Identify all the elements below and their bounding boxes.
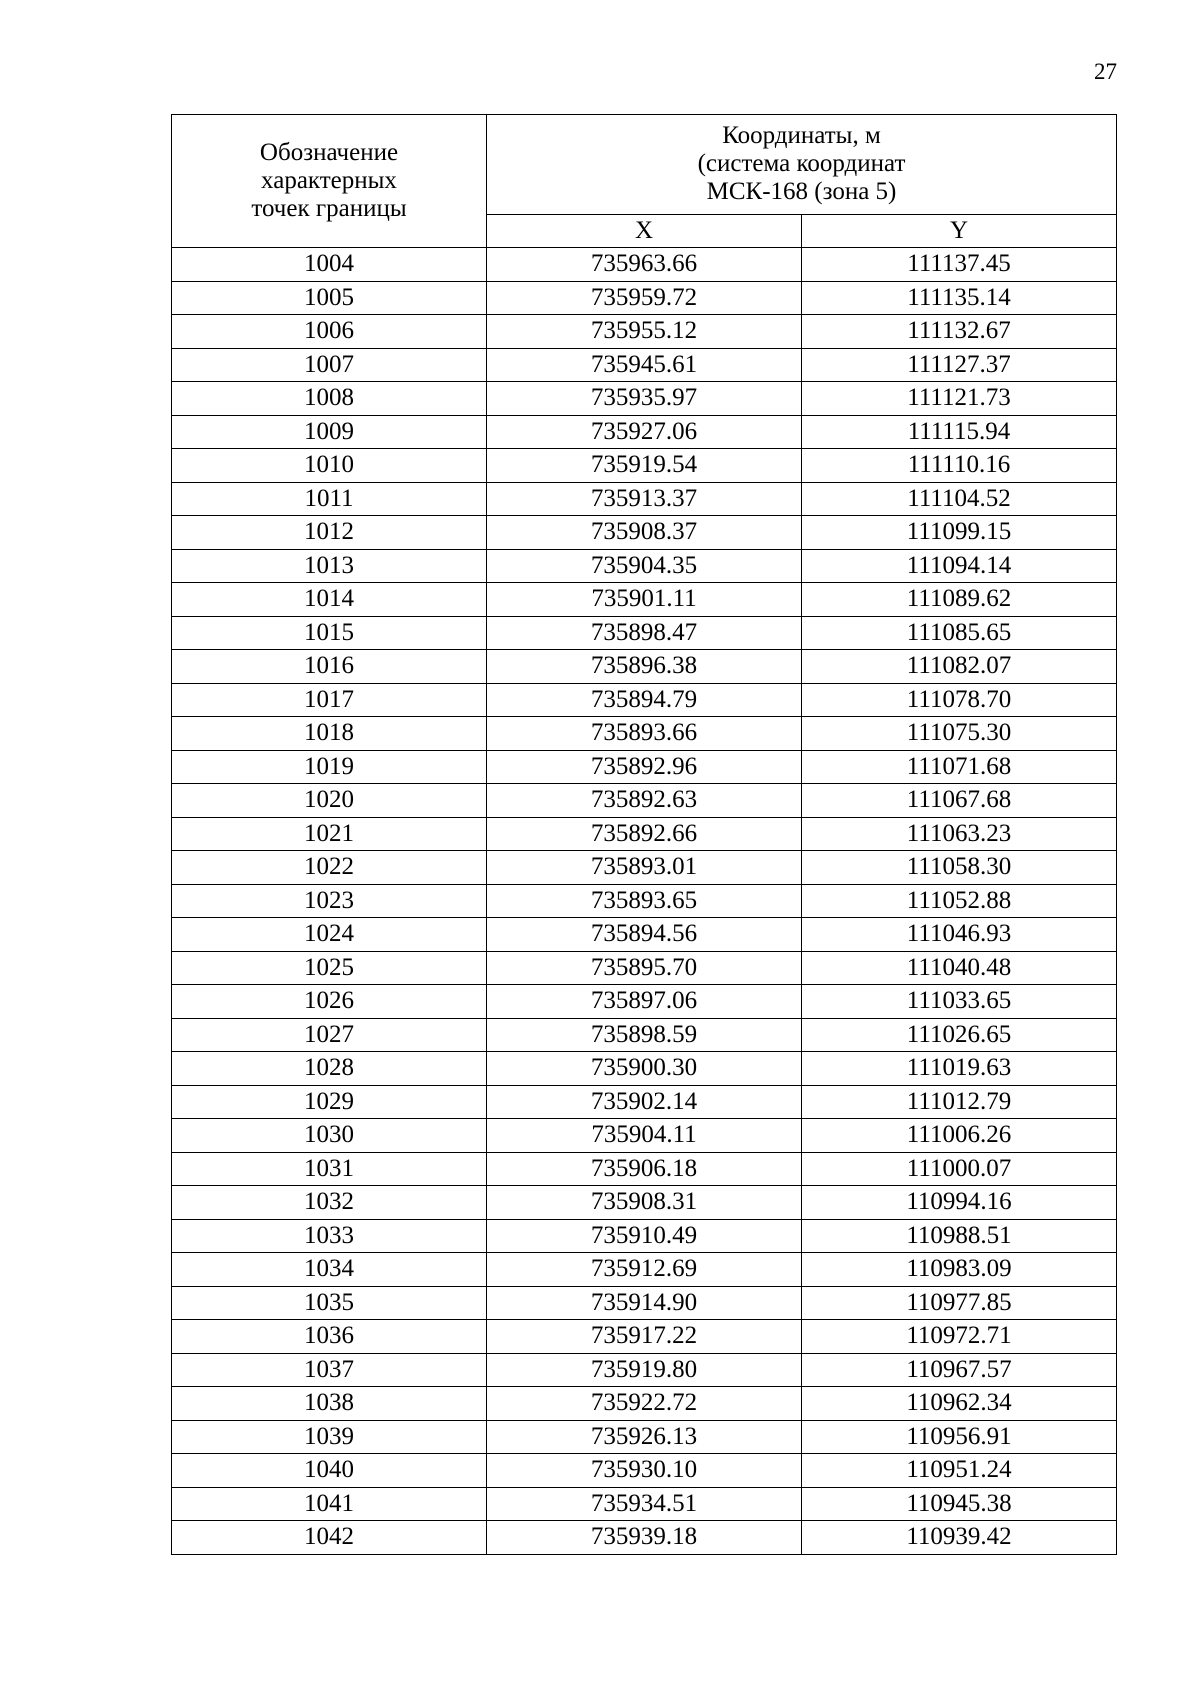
point-id-cell: 1034 [172, 1253, 487, 1287]
y-coordinate-cell: 110962.34 [802, 1387, 1117, 1421]
y-coordinate-cell: 110972.71 [802, 1320, 1117, 1354]
x-coordinate-cell: 735927.06 [487, 415, 802, 449]
table-row [172, 884, 1117, 918]
table-row [172, 1487, 1117, 1521]
x-coordinate-cell: 735894.79 [487, 683, 802, 717]
y-coordinate-cell: 111137.45 [802, 248, 1117, 282]
x-coordinate-cell: 735897.06 [487, 985, 802, 1019]
table-row [172, 348, 1117, 382]
x-coordinate-cell: 735939.18 [487, 1521, 802, 1555]
y-coordinate-cell: 111104.52 [802, 482, 1117, 516]
x-coordinate-cell: 735963.66 [487, 248, 802, 282]
point-id-cell: 1037 [172, 1353, 487, 1387]
point-id-cell: 1027 [172, 1018, 487, 1052]
point-id-cell: 1017 [172, 683, 487, 717]
table-row [172, 449, 1117, 483]
y-coordinate-cell: 111019.63 [802, 1052, 1117, 1086]
x-coordinate-cell: 735902.14 [487, 1085, 802, 1119]
x-coordinate-cell: 735901.11 [487, 583, 802, 617]
x-coordinate-cell: 735892.66 [487, 817, 802, 851]
table-row [172, 1454, 1117, 1488]
point-id-cell: 1035 [172, 1286, 487, 1320]
table-row [172, 583, 1117, 617]
point-id-cell: 1013 [172, 549, 487, 583]
table-row [172, 1521, 1117, 1555]
y-coordinate-cell: 111082.07 [802, 650, 1117, 684]
table-row [172, 1186, 1117, 1220]
point-id-cell: 1021 [172, 817, 487, 851]
table-row [172, 784, 1117, 818]
table-row [172, 549, 1117, 583]
table-row [172, 482, 1117, 516]
table-header [172, 115, 1117, 248]
y-coordinate-cell: 111052.88 [802, 884, 1117, 918]
table-row [172, 1253, 1117, 1287]
y-coordinate-cell: 111067.68 [802, 784, 1117, 818]
point-id-cell: 1023 [172, 884, 487, 918]
y-coordinate-cell: 111033.65 [802, 985, 1117, 1019]
header-line: Обозначение [259, 139, 399, 166]
table-body [172, 248, 1117, 1555]
x-coordinate-cell: 735955.12 [487, 315, 802, 349]
x-coordinate-cell: 735892.96 [487, 750, 802, 784]
point-id-cell: 1025 [172, 951, 487, 985]
y-coordinate-cell: 111071.68 [802, 750, 1117, 784]
y-coordinate-cell: 111099.15 [802, 516, 1117, 550]
point-id-cell: 1030 [172, 1119, 487, 1153]
x-coordinate-cell: 735930.10 [487, 1454, 802, 1488]
x-coordinate-cell: 735892.63 [487, 784, 802, 818]
y-coordinate-cell: 111012.79 [802, 1085, 1117, 1119]
y-coordinate-cell: 111026.65 [802, 1018, 1117, 1052]
table-row [172, 1052, 1117, 1086]
y-coordinate-cell: 111115.94 [802, 415, 1117, 449]
table-row [172, 1286, 1117, 1320]
y-coordinate-cell: 111089.62 [802, 583, 1117, 617]
y-coordinate-cell: 111110.16 [802, 449, 1117, 483]
x-coordinate-cell: 735893.65 [487, 884, 802, 918]
header-line: МСК-168 (зона 5) [706, 178, 897, 206]
point-id-cell: 1007 [172, 348, 487, 382]
point-id-cell: 1031 [172, 1152, 487, 1186]
x-coordinate-cell: 735904.35 [487, 549, 802, 583]
table-row [172, 717, 1117, 751]
y-coordinate-cell: 111121.73 [802, 382, 1117, 416]
table-row [172, 1152, 1117, 1186]
point-id-cell: 1029 [172, 1085, 487, 1119]
y-header: Y [802, 214, 1117, 247]
x-coordinate-cell: 735917.22 [487, 1320, 802, 1354]
table-row [172, 1420, 1117, 1454]
x-coordinate-cell: 735893.66 [487, 717, 802, 751]
x-coordinate-cell: 735898.47 [487, 616, 802, 650]
point-id-cell: 1011 [172, 482, 487, 516]
table-row [172, 382, 1117, 416]
table-row [172, 1018, 1117, 1052]
x-coordinate-cell: 735893.01 [487, 851, 802, 885]
table-row [172, 248, 1117, 282]
table-row [172, 650, 1117, 684]
y-coordinate-cell: 110983.09 [802, 1253, 1117, 1287]
y-coordinate-cell: 111040.48 [802, 951, 1117, 985]
y-coordinate-cell: 110977.85 [802, 1286, 1117, 1320]
point-id-cell: 1019 [172, 750, 487, 784]
x-coordinate-cell: 735894.56 [487, 918, 802, 952]
x-coordinate-cell: 735935.97 [487, 382, 802, 416]
y-coordinate-cell: 111127.37 [802, 348, 1117, 382]
coordinates-table [171, 114, 1117, 1555]
header-row [172, 115, 1117, 215]
y-coordinate-cell: 111046.93 [802, 918, 1117, 952]
point-id-cell: 1004 [172, 248, 487, 282]
x-coordinate-cell: 735898.59 [487, 1018, 802, 1052]
table-row [172, 1085, 1117, 1119]
y-coordinate-cell: 111094.14 [802, 549, 1117, 583]
point-id-cell: 1028 [172, 1052, 487, 1086]
point-id-cell: 1005 [172, 281, 487, 315]
point-id-cell: 1018 [172, 717, 487, 751]
table-row [172, 683, 1117, 717]
x-coordinate-cell: 735959.72 [487, 281, 802, 315]
point-id-cell: 1008 [172, 382, 487, 416]
table-row [172, 951, 1117, 985]
x-coordinate-cell: 735919.80 [487, 1353, 802, 1387]
table-row [172, 315, 1117, 349]
point-id-cell: 1006 [172, 315, 487, 349]
page-number: 27 [1094, 59, 1117, 84]
x-header: X [487, 214, 802, 247]
y-coordinate-cell: 110988.51 [802, 1219, 1117, 1253]
point-id-cell: 1016 [172, 650, 487, 684]
point-id-cell: 1036 [172, 1320, 487, 1354]
table-row [172, 1320, 1117, 1354]
table-row [172, 1387, 1117, 1421]
x-coordinate-cell: 735913.37 [487, 482, 802, 516]
point-label-header [172, 115, 487, 248]
point-id-cell: 1015 [172, 616, 487, 650]
header-line: (система координат [697, 150, 906, 178]
y-coordinate-cell: 111085.65 [802, 616, 1117, 650]
table-row [172, 851, 1117, 885]
x-coordinate-cell: 735904.11 [487, 1119, 802, 1153]
x-coordinate-cell: 735934.51 [487, 1487, 802, 1521]
coordinates-header [487, 115, 1117, 215]
header-line: точек границы [251, 195, 407, 222]
point-id-cell: 1024 [172, 918, 487, 952]
y-coordinate-cell: 111075.30 [802, 717, 1117, 751]
point-id-cell: 1022 [172, 851, 487, 885]
point-id-cell: 1041 [172, 1487, 487, 1521]
point-id-cell: 1033 [172, 1219, 487, 1253]
point-id-cell: 1014 [172, 583, 487, 617]
x-coordinate-cell: 735945.61 [487, 348, 802, 382]
table-row [172, 918, 1117, 952]
y-coordinate-cell: 110956.91 [802, 1420, 1117, 1454]
x-coordinate-cell: 735919.54 [487, 449, 802, 483]
header-line: характерных [261, 167, 397, 194]
y-coordinate-cell: 110967.57 [802, 1353, 1117, 1387]
point-id-cell: 1012 [172, 516, 487, 550]
point-id-cell: 1039 [172, 1420, 487, 1454]
x-coordinate-cell: 735926.13 [487, 1420, 802, 1454]
x-coordinate-cell: 735908.37 [487, 516, 802, 550]
y-coordinate-cell: 110951.24 [802, 1454, 1117, 1488]
y-coordinate-cell: 111058.30 [802, 851, 1117, 885]
point-id-cell: 1010 [172, 449, 487, 483]
point-id-cell: 1040 [172, 1454, 487, 1488]
x-coordinate-cell: 735895.70 [487, 951, 802, 985]
x-coordinate-cell: 735912.69 [487, 1253, 802, 1287]
y-coordinate-cell: 110945.38 [802, 1487, 1117, 1521]
table-row [172, 817, 1117, 851]
table-row [172, 1119, 1117, 1153]
x-coordinate-cell: 735922.72 [487, 1387, 802, 1421]
table-row [172, 750, 1117, 784]
x-coordinate-cell: 735896.38 [487, 650, 802, 684]
table-row [172, 516, 1117, 550]
y-coordinate-cell: 111000.07 [802, 1152, 1117, 1186]
y-coordinate-cell: 110994.16 [802, 1186, 1117, 1220]
table-row [172, 415, 1117, 449]
y-coordinate-cell: 111063.23 [802, 817, 1117, 851]
point-id-cell: 1009 [172, 415, 487, 449]
x-coordinate-cell: 735910.49 [487, 1219, 802, 1253]
table-row [172, 1353, 1117, 1387]
point-id-cell: 1038 [172, 1387, 487, 1421]
header-line: Координаты, м [722, 122, 881, 150]
point-id-cell: 1026 [172, 985, 487, 1019]
y-coordinate-cell: 111132.67 [802, 315, 1117, 349]
x-coordinate-cell: 735900.30 [487, 1052, 802, 1086]
x-coordinate-cell: 735906.18 [487, 1152, 802, 1186]
point-id-cell: 1042 [172, 1521, 487, 1555]
point-id-cell: 1020 [172, 784, 487, 818]
x-coordinate-cell: 735908.31 [487, 1186, 802, 1220]
x-coordinate-cell: 735914.90 [487, 1286, 802, 1320]
point-id-cell: 1032 [172, 1186, 487, 1220]
table-row [172, 281, 1117, 315]
y-coordinate-cell: 110939.42 [802, 1521, 1117, 1555]
table-row [172, 1219, 1117, 1253]
y-coordinate-cell: 111006.26 [802, 1119, 1117, 1153]
y-coordinate-cell: 111078.70 [802, 683, 1117, 717]
y-coordinate-cell: 111135.14 [802, 281, 1117, 315]
table-row [172, 985, 1117, 1019]
table-row [172, 616, 1117, 650]
